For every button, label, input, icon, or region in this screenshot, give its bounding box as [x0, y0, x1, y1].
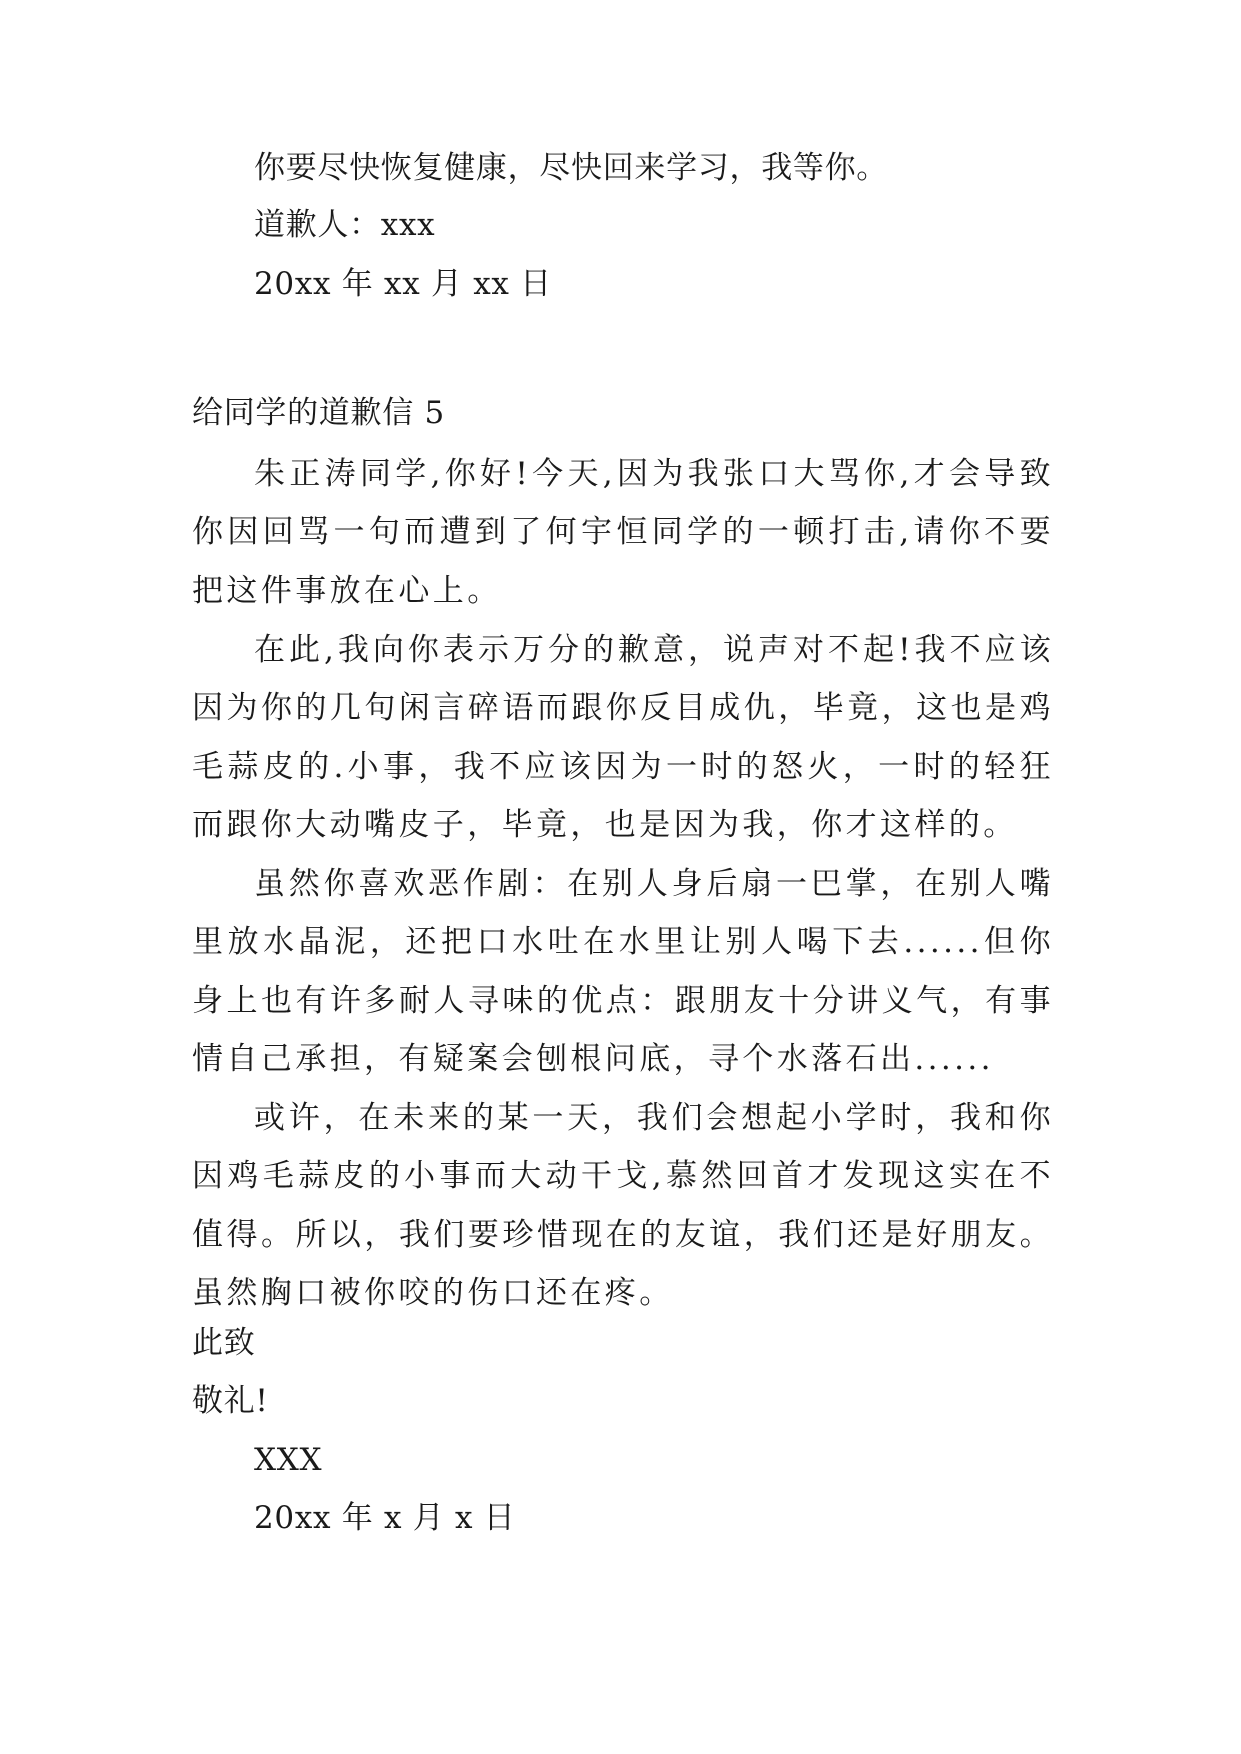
- signature: XXX: [254, 1442, 323, 1478]
- paragraph-3: 虽然你喜欢恶作剧：在别人身后扇一巴掌，在别人嘴里放水晶泥，还把口水吐在水里让别人喝下去......但你身上也有许多耐人寻味的优点：跟朋友十分讲义气，有事情自己承担，有疑案会刨根问底，寻个水落石出......: [192, 866, 1054, 1078]
- recovery-wish-line: 你要尽快恢复健康，尽快回来学习，我等你。: [254, 150, 888, 186]
- first-letter-date: 20xx 年 xx 月 xx 日: [254, 266, 552, 302]
- letter-date: 20xx 年 x 月 x 日: [254, 1500, 516, 1536]
- letter-title: 给同学的道歉信 5: [192, 395, 445, 431]
- closing-regards: 敬礼!: [192, 1383, 269, 1419]
- paragraph-1: 朱正涛同学,你好!今天,因为我张口大骂你,才会导致你因回骂一句而遭到了何宇恒同学的一顿打击,请你不要把这件事放在心上。: [192, 456, 1054, 609]
- apologizer-line: 道歉人：xxx: [254, 207, 436, 243]
- paragraph-2: 在此,我向你表示万分的歉意，说声对不起!我不应该因为你的几句闲言碎语而跟你反目成仇，毕竟，这也是鸡毛蒜皮的.小事，我不应该因为一时的怒火，一时的轻狂而跟你大动嘴皮子，毕竟，也是因为我，你才这样的。: [192, 632, 1054, 844]
- paragraph-4: 或许，在未来的某一天，我们会想起小学时，我和你因鸡毛蒜皮的小事而大动干戈,慕然回首才发现这实在不值得。所以，我们要珍惜现在的友谊，我们还是好朋友。虽然胸口被你咬的伤口还在疼。: [192, 1100, 1054, 1312]
- closing-salutation: 此致: [192, 1325, 256, 1361]
